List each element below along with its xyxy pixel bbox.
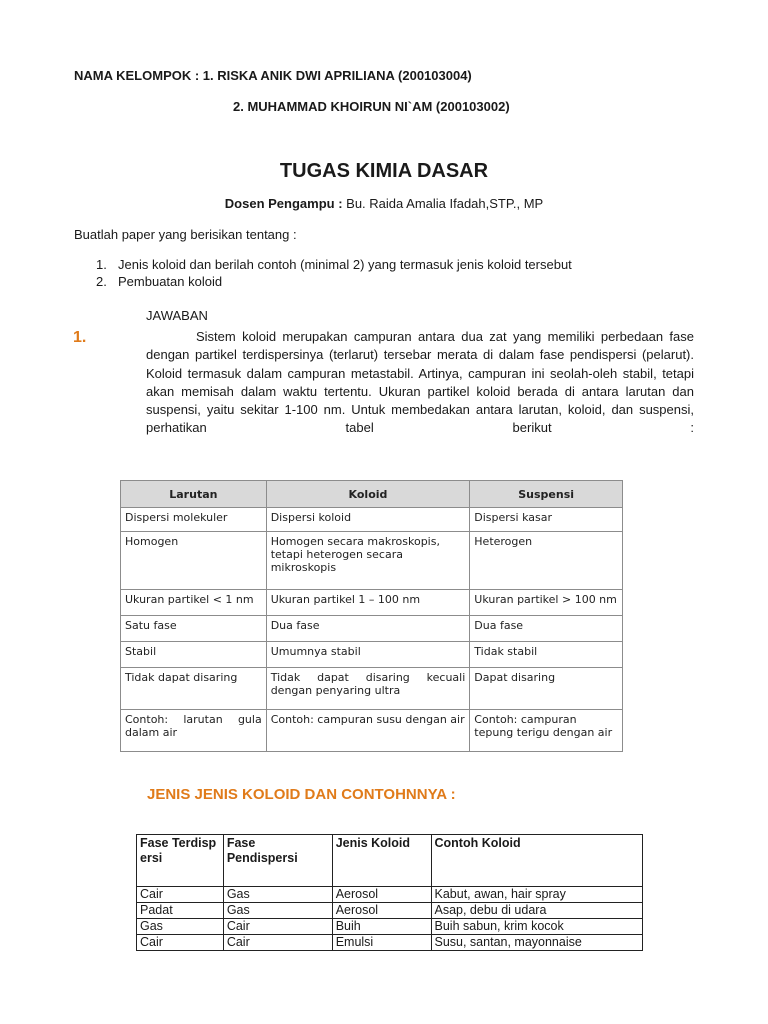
table-cell: Contoh: campuran tepung terigu dengan air: [470, 710, 623, 752]
paragraph-text: Sistem koloid merupakan campuran antara dua zat yang memiliki perbedaan fase dengan partikel terdispersinya (terlarut) tersebar merata di dalam fase pendispersi (pelarut). Koloid termasuk dalam campuran metastabil. Artinya, campuran ini seolah-oleh stabil, tetapi akan memisah dalam waktu tertentu. Ukuran partikel koloid berada di antara larutan dan suspensi, yaitu sekitar 1-100 nm. Untuk membedakan antara larutan, koloid, dan suspensi, perhatikan tabel berikut :: [146, 329, 694, 436]
table-cell: Susu, santan, mayonnaise: [431, 935, 643, 951]
table-row: [121, 616, 623, 642]
table-cell: Ukuran partikel > 100 nm: [470, 590, 623, 616]
group-names-line-2: 2. MUHAMMAD KHOIRUN NI`AM (200103002): [233, 99, 510, 114]
lecturer-label: Dosen Pengampu :: [224, 196, 343, 211]
table-cell: Umumnya stabil: [266, 642, 470, 668]
table-cell: Heterogen: [470, 532, 623, 590]
table-header-row: [137, 835, 643, 887]
lecturer-line: [0, 196, 768, 211]
header-cell: Suspensi: [470, 481, 623, 508]
header-cell: [137, 835, 224, 887]
task-number: 2.: [96, 274, 107, 289]
table-cell: Emulsi: [332, 935, 431, 951]
header-cell: Jenis Koloid: [332, 835, 431, 887]
table-cell: Padat: [137, 903, 224, 919]
table-cell: Dua fase: [266, 616, 470, 642]
table-cell: Ukuran partikel < 1 nm: [121, 590, 267, 616]
table-cell: Dua fase: [470, 616, 623, 642]
table-cell: Ukuran partikel 1 – 100 nm: [266, 590, 470, 616]
table-row: [121, 642, 623, 668]
koloid-types-table: [136, 834, 643, 951]
table-cell: Contoh: larutan gula dalam air: [121, 710, 267, 752]
table-cell: Kabut, awan, hair spray: [431, 887, 643, 903]
task-text: Pembuatan koloid: [118, 274, 223, 289]
table-row: [137, 903, 643, 919]
table-cell: Dispersi molekuler: [121, 508, 267, 532]
table-cell: Tidak dapat disaring: [121, 668, 267, 710]
answer-paragraph: [146, 328, 694, 438]
table-cell: Satu fase: [121, 616, 267, 642]
table-header-row: [121, 481, 623, 508]
table-cell: Cair: [137, 935, 224, 951]
header-cell: Fase Pendispersi: [223, 835, 332, 887]
table-cell: Dispersi kasar: [470, 508, 623, 532]
table-cell: Aerosol: [332, 903, 431, 919]
table-cell: Gas: [223, 903, 332, 919]
table-cell: Dispersi koloid: [266, 508, 470, 532]
document-title: TUGAS KIMIA DASAR: [279, 160, 489, 182]
task-number: 1.: [96, 257, 107, 272]
table-cell: Cair: [137, 887, 224, 903]
header-cell: Larutan: [121, 481, 267, 508]
table-cell: Tidak dapat disaring kecuali dengan penyaring ultra: [266, 668, 470, 710]
table-cell: Buih: [332, 919, 431, 935]
table-cell: Aerosol: [332, 887, 431, 903]
table-row: [121, 508, 623, 532]
table-cell: Buih sabun, krim kocok: [431, 919, 643, 935]
task-item: [96, 256, 572, 273]
task-text: Jenis koloid dan berilah contoh (minimal 2) yang termasuk jenis koloid tersebut: [118, 257, 572, 272]
answer-label: JAWABAN: [146, 308, 208, 323]
table-row: [121, 532, 623, 590]
table-cell: Tidak stabil: [470, 642, 623, 668]
table-cell: Homogen secara makroskopis, tetapi heterogen secara mikroskopis: [266, 532, 470, 590]
table-cell: Gas: [223, 887, 332, 903]
table-row: [137, 935, 643, 951]
table-row: [137, 887, 643, 903]
table-cell: Asap, debu di udara: [431, 903, 643, 919]
group-names-line-1: NAMA KELOMPOK : 1. RISKA ANIK DWI APRILIANA (200103004): [74, 68, 472, 83]
table-cell: Contoh: campuran susu dengan air: [266, 710, 470, 752]
table-row: [121, 590, 623, 616]
table-row: [121, 668, 623, 710]
task-item: [96, 273, 572, 290]
header-text: Fase Terdispersi: [140, 836, 217, 865]
table-cell: Dapat disaring: [470, 668, 623, 710]
comparison-table: [120, 480, 623, 752]
header-cell: Contoh Koloid: [431, 835, 643, 887]
task-list: [96, 256, 572, 290]
table-cell: Stabil: [121, 642, 267, 668]
table-row: [121, 710, 623, 752]
answer-number: 1.: [73, 329, 87, 346]
table-cell: Cair: [223, 935, 332, 951]
table-row: [137, 919, 643, 935]
section-heading: JENIS JENIS KOLOID DAN CONTOHNNYA :: [147, 786, 456, 803]
table-cell: Cair: [223, 919, 332, 935]
table-cell: Homogen: [121, 532, 267, 590]
assignment-intro: Buatlah paper yang berisikan tentang :: [74, 227, 297, 242]
table-cell: Gas: [137, 919, 224, 935]
lecturer-name: Bu. Raida Amalia Ifadah,STP., MP: [342, 196, 544, 211]
header-cell: Koloid: [266, 481, 470, 508]
